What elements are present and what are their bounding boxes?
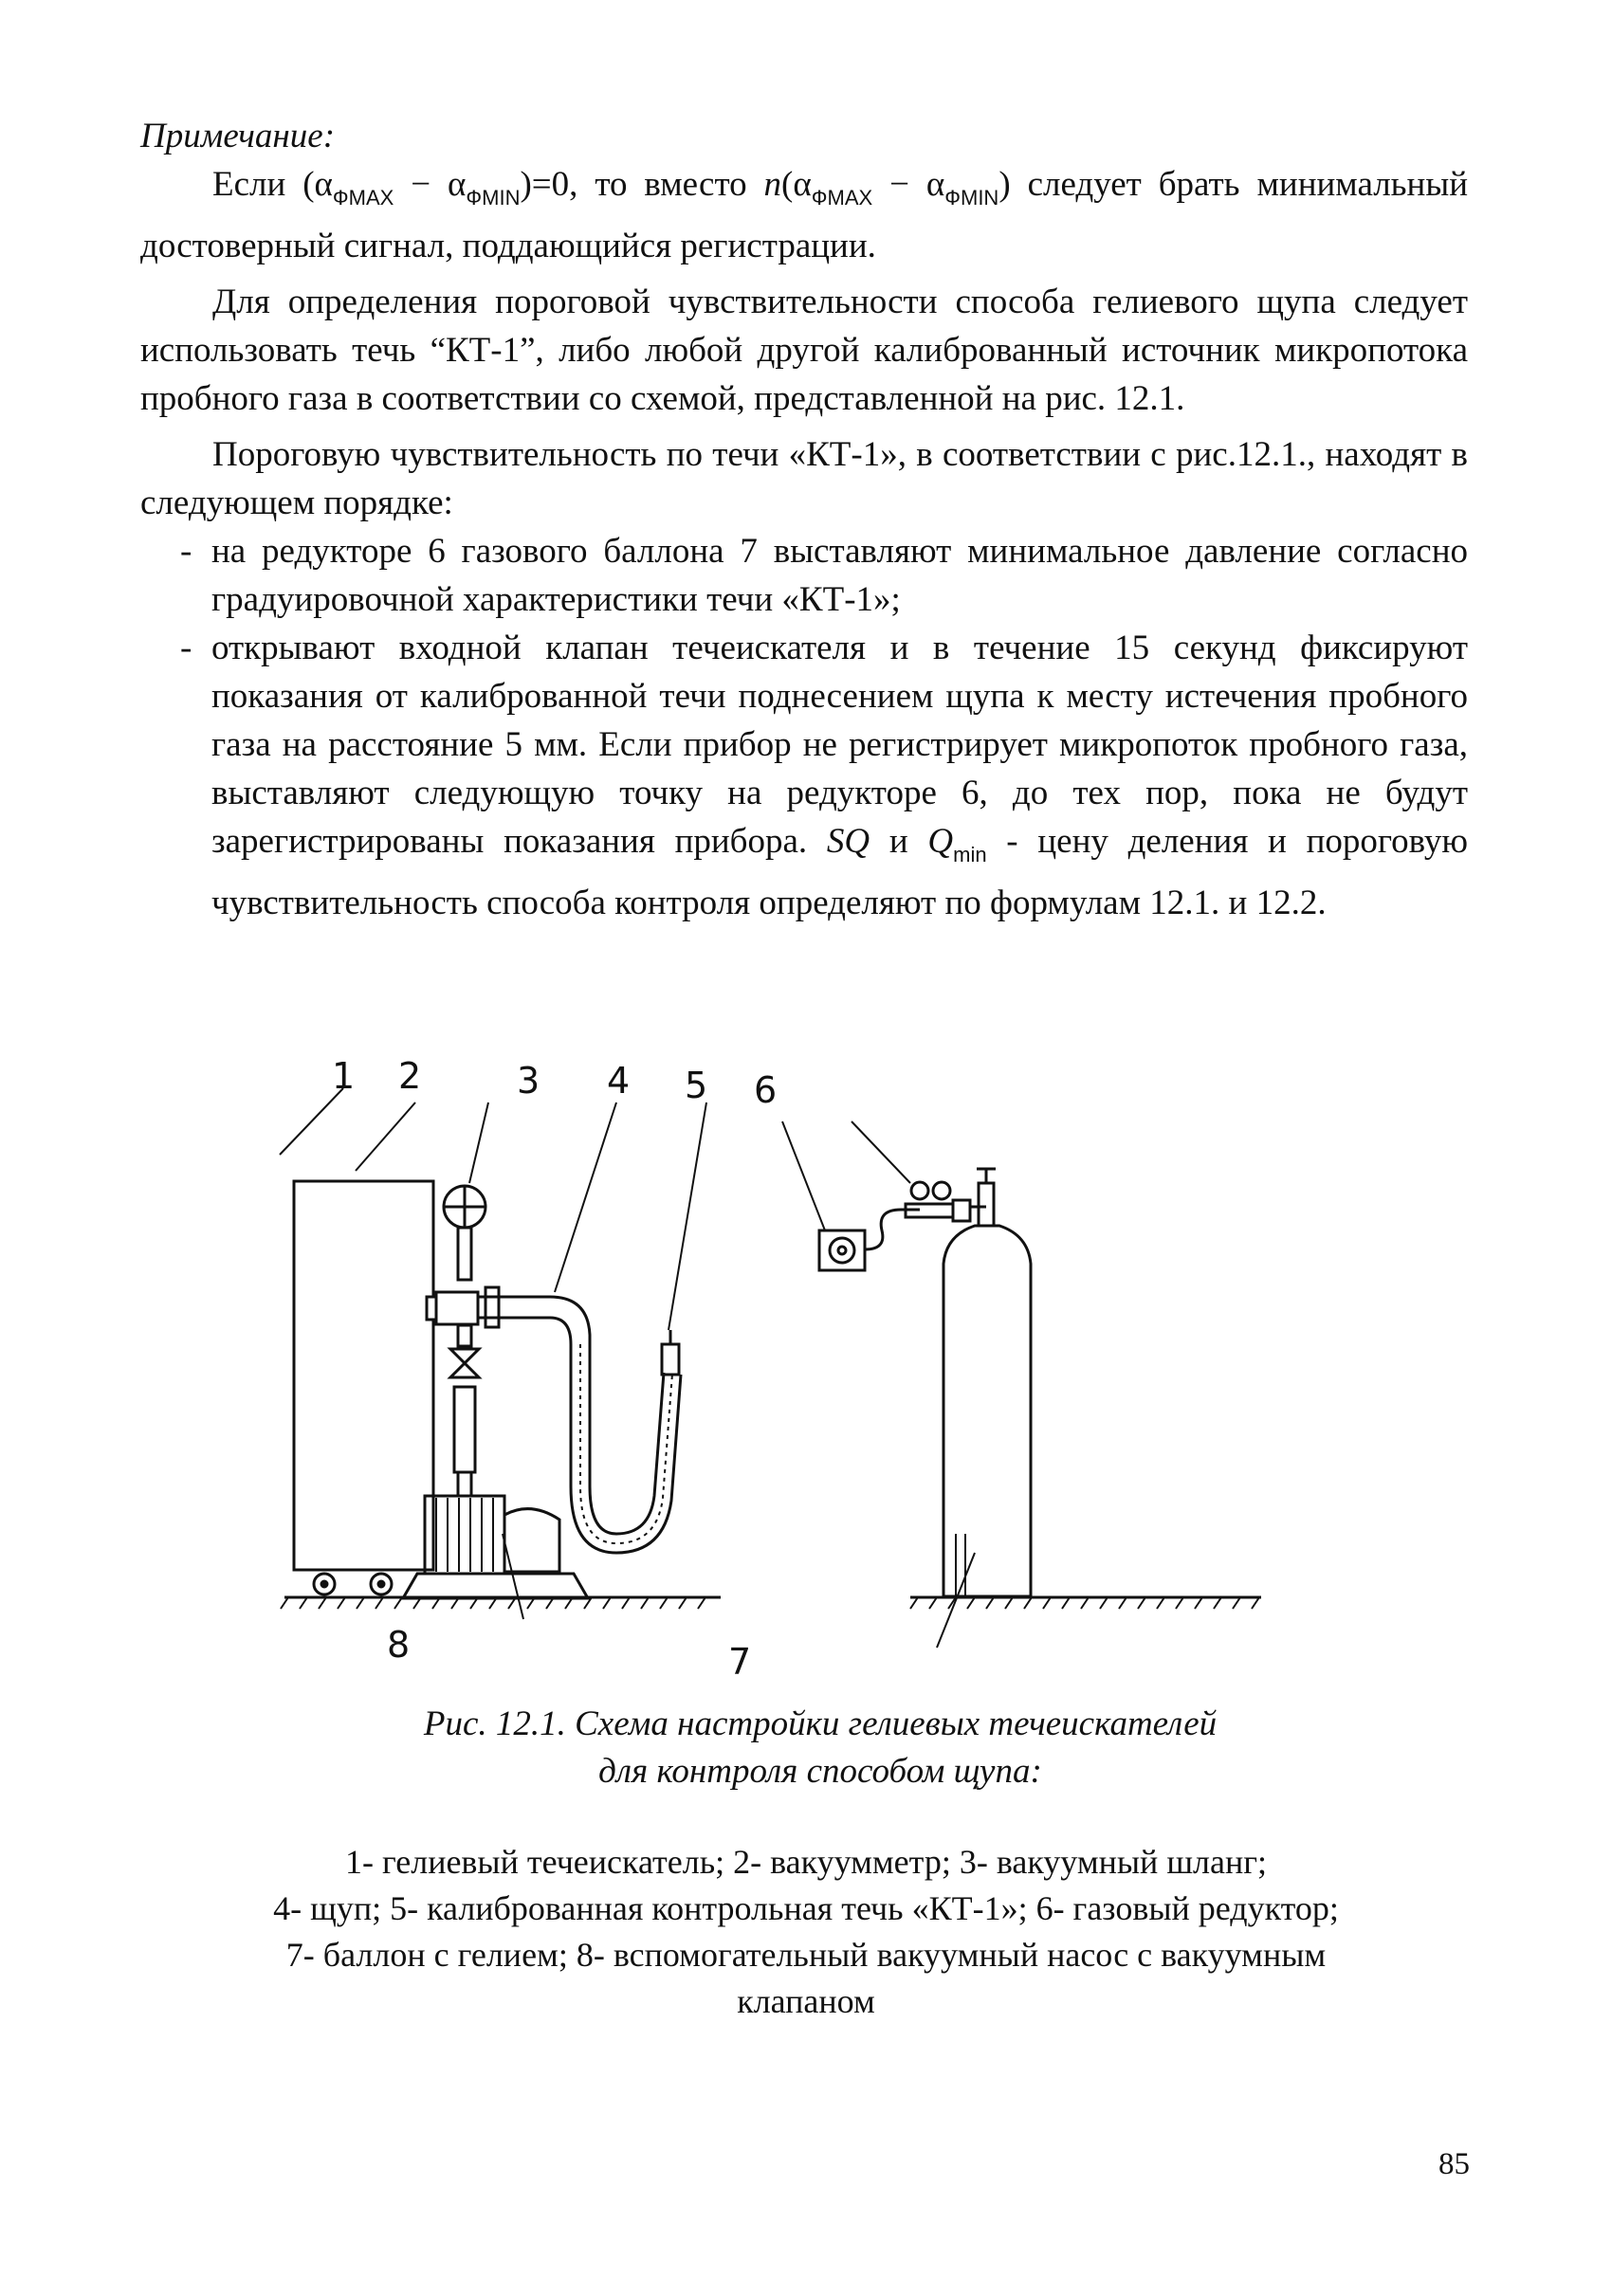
figure-label-3: 3 xyxy=(517,1060,540,1102)
calibrated-leak xyxy=(819,1230,865,1270)
vacuum-gauge xyxy=(444,1186,485,1280)
figure-label-6: 6 xyxy=(754,1069,778,1111)
probe xyxy=(662,1330,679,1375)
setup-diagram xyxy=(275,1060,1328,1704)
leak-detector xyxy=(294,1181,436,1594)
helium-cylinder xyxy=(943,1226,1031,1596)
list-item: - открывают входной клапан течеискателя и в течение 15 секунд фиксируют показания от калиброванной течи поднесением щупа к месту истечения пробного газа на расстояние 5 мм. Если прибор не регистрирует микропоток пробного газа, выставляют следующую точку на редукторе 6, до тех пор, пока не будут зарегистрированы показания прибора. SQ и $Q_{min}$ - цену деления и пороговую чувствительность способа контроля определяют по формулам 12.1. и 12.2. xyxy=(180,629,1468,922)
paragraph-1: Для определения пороговой чувствительности способа гелиевого щупа следует использовать течь “КТ-1”, либо любой другой калиброванный источник микропотока пробного газа в соответствии со схемой, представленной на рис. 12.1. xyxy=(140,282,1468,418)
piping xyxy=(436,1287,550,1496)
legend-line: клапаном xyxy=(737,1982,875,2020)
figure-label-5: 5 xyxy=(685,1065,708,1106)
note-text: Если $(\alpha_{ФMAX} - \alpha_{ФMIN})=0$, то вместо $n(\alpha_{ФMAX} - \alpha_{ФMIN})$ следует брать минимальный достоверный сигнал, поддающийся регистрации. xyxy=(140,165,1468,265)
figure-caption xyxy=(237,1701,1403,1795)
paragraph-2: Пороговую чувствительность по течи «КТ-1», в соответствии с рис.12.1., находят в следующем порядке: xyxy=(140,435,1468,522)
vacuum-pump xyxy=(403,1496,588,1598)
gas-line xyxy=(865,1210,920,1249)
legend-line: 7- баллон с гелием; 8- вспомогательный вакуумный насос с вакуумным xyxy=(285,1936,1327,1974)
figure-label-8: 8 xyxy=(387,1624,411,1666)
main-text xyxy=(140,112,1468,927)
gas-reducer xyxy=(906,1169,996,1226)
legend-line: 1- гелиевый течеискатель; 2- вакуумметр; 3- вакуумный шланг; xyxy=(344,1843,1268,1881)
figure-label-2: 2 xyxy=(398,1060,422,1097)
note-heading: Примечание: xyxy=(140,117,336,155)
figure-label-1: 1 xyxy=(332,1060,356,1097)
figure-legend xyxy=(142,1839,1470,2025)
caption-line: для контроля способом щупа: xyxy=(598,1752,1042,1791)
figure-label-4: 4 xyxy=(607,1060,631,1102)
vacuum-hose xyxy=(550,1297,681,1553)
figure-label-7: 7 xyxy=(728,1641,752,1683)
legend-line: 4- щуп; 5- калиброванная контрольная течь «КТ-1»; 6- газовый редуктор; xyxy=(273,1889,1339,1927)
procedure-list xyxy=(140,527,1468,927)
caption-line: Рис. 12.1. Схема настройки гелиевых течеискателей xyxy=(423,1704,1218,1743)
page-number: 85 xyxy=(1438,2147,1470,2181)
leader-lines xyxy=(280,1088,975,1648)
list-item: - на редукторе 6 газового баллона 7 выставляют минимальное давление согласно градуировочной характеристики течи «КТ-1»; xyxy=(180,532,1468,619)
